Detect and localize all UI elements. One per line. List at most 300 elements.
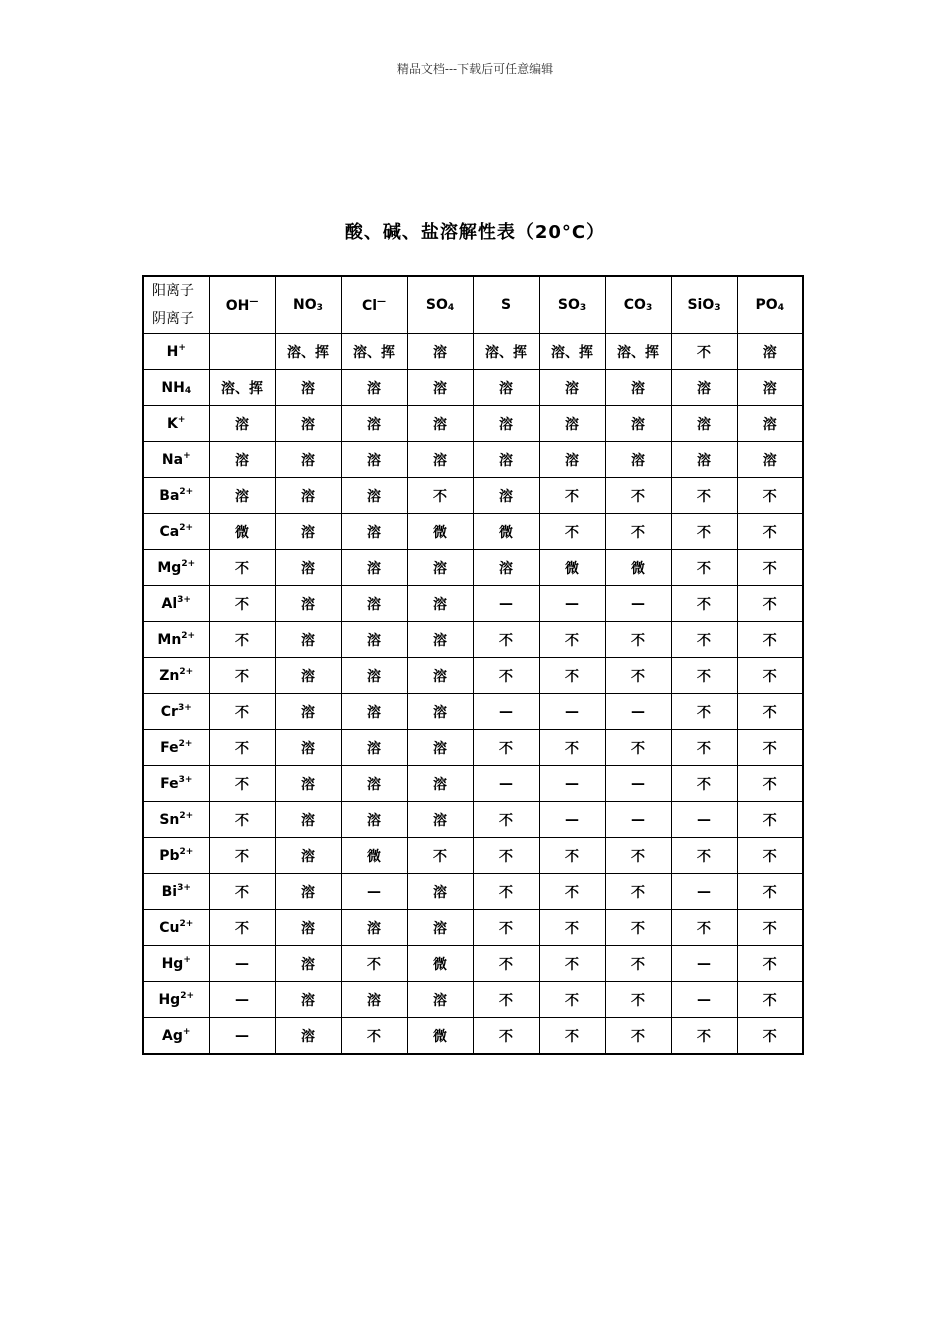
solubility-cell: 溶: [341, 478, 407, 514]
cation-label-charge: +: [183, 451, 191, 461]
solubility-cell: 溶: [275, 586, 341, 622]
cation-label-symbol: Mg: [157, 560, 182, 576]
anion-label-subscript: 4: [447, 303, 455, 313]
solubility-cell: 溶: [737, 370, 803, 406]
solubility-cell: 不: [671, 766, 737, 802]
solubility-cell: —: [539, 694, 605, 730]
table-row: [143, 406, 803, 442]
solubility-cell: 溶: [473, 550, 539, 586]
solubility-cell: 溶: [341, 658, 407, 694]
solubility-cell: 不: [737, 874, 803, 910]
solubility-cell: 溶: [341, 514, 407, 550]
anion-label: [293, 297, 323, 313]
cation-cell: [143, 838, 209, 874]
cation-cell: [143, 874, 209, 910]
solubility-cell: 不: [605, 838, 671, 874]
page-title: 酸、碱、盐溶解性表（20°C）: [344, 222, 606, 243]
cation-cell: [143, 766, 209, 802]
cation-label-charge: 2+: [179, 811, 194, 821]
solubility-cell: —: [539, 586, 605, 622]
cation-label: [159, 488, 193, 504]
solubility-cell: —: [209, 946, 275, 982]
cation-label: [162, 596, 191, 612]
cation-label-charge: +: [183, 955, 191, 965]
anion-label-subscript: 3: [645, 303, 653, 313]
solubility-cell: 不: [473, 910, 539, 946]
solubility-cell: 不: [539, 874, 605, 910]
solubility-cell: 溶: [209, 478, 275, 514]
solubility-cell: 不: [671, 838, 737, 874]
corner-cell: [143, 276, 209, 334]
solubility-cell: 不: [407, 478, 473, 514]
table-row: [143, 946, 803, 982]
table-row: [143, 514, 803, 550]
solubility-cell: 不: [539, 622, 605, 658]
anion-header: [407, 276, 473, 334]
cation-label-symbol: Sn: [159, 812, 180, 828]
table-row: [143, 586, 803, 622]
solubility-cell: —: [605, 694, 671, 730]
solubility-cell: 不: [473, 838, 539, 874]
anion-label: [756, 297, 784, 313]
solubility-cell: 不: [473, 730, 539, 766]
corner-bottom-label: 阴离子: [152, 311, 194, 327]
solubility-cell: —: [539, 802, 605, 838]
cation-label: [159, 524, 193, 540]
anion-header: [341, 276, 407, 334]
solubility-cell: 不: [209, 550, 275, 586]
solubility-cell: —: [671, 946, 737, 982]
cation-label-symbol: NH: [161, 379, 185, 396]
cation-cell: [143, 910, 209, 946]
anion-label-subscript: 3: [316, 303, 323, 313]
table-row: [143, 802, 803, 838]
solubility-cell: 不: [737, 766, 803, 802]
solubility-cell: 不: [539, 982, 605, 1018]
solubility-cell: 溶: [341, 802, 407, 838]
cation-label-symbol: Ba: [159, 488, 180, 504]
solubility-cell: 不: [671, 478, 737, 514]
solubility-cell: 溶: [473, 478, 539, 514]
cation-cell: [143, 622, 209, 658]
table-row: [143, 550, 803, 586]
solubility-cell: 溶: [407, 910, 473, 946]
solubility-cell: —: [671, 982, 737, 1018]
cation-label: [159, 668, 193, 684]
solubility-cell: 溶: [275, 982, 341, 1018]
solubility-cell: 溶: [539, 406, 605, 442]
solubility-cell: —: [671, 802, 737, 838]
cation-label-symbol: Mn: [157, 632, 182, 648]
anion-header: [539, 276, 605, 334]
cation-cell: [143, 658, 209, 694]
solubility-cell: 不: [209, 910, 275, 946]
cation-label-charge: 2+: [180, 991, 195, 1001]
solubility-cell: 溶: [473, 406, 539, 442]
anion-label-symbol: S: [500, 297, 512, 313]
solubility-cell: 不: [209, 658, 275, 694]
cation-label: [157, 632, 195, 648]
header-note: 精品文档---下载后可任意编辑: [396, 62, 554, 76]
solubility-cell: 溶: [407, 730, 473, 766]
solubility-cell: 不: [671, 730, 737, 766]
cation-cell: [143, 730, 209, 766]
solubility-cell: 溶: [275, 550, 341, 586]
cation-label-symbol: Hg: [158, 992, 181, 1008]
table-row: [143, 910, 803, 946]
cation-label-symbol: Na: [161, 452, 184, 468]
cation-cell: [143, 550, 209, 586]
anion-label-symbol: SiO: [687, 297, 715, 313]
table-row: [143, 370, 803, 406]
solubility-cell: 溶: [341, 550, 407, 586]
solubility-cell: 微: [605, 550, 671, 586]
anion-label: [426, 297, 454, 313]
solubility-cell: 微: [407, 1018, 473, 1055]
cation-label-symbol: Al: [161, 596, 178, 612]
solubility-cell: 溶: [275, 514, 341, 550]
solubility-cell: 溶: [407, 550, 473, 586]
solubility-cell: 不: [605, 946, 671, 982]
anion-label: [226, 298, 259, 314]
solubility-cell: 不: [539, 946, 605, 982]
solubility-cell: —: [209, 1018, 275, 1055]
solubility-cell: 溶: [341, 442, 407, 478]
anion-label-symbol: PO: [755, 297, 778, 313]
solubility-cell: —: [209, 982, 275, 1018]
solubility-cell: 不: [671, 694, 737, 730]
table-row: [143, 442, 803, 478]
cation-label-symbol: Cr: [160, 704, 178, 720]
solubility-cell: —: [473, 694, 539, 730]
cation-label: [159, 920, 193, 936]
solubility-cell: 不: [737, 1018, 803, 1055]
solubility-cell: 溶: [341, 622, 407, 658]
solubility-cell: 不: [539, 730, 605, 766]
cation-cell: [143, 982, 209, 1018]
solubility-cell: 溶: [605, 442, 671, 478]
solubility-cell: 溶: [341, 370, 407, 406]
cation-label-charge: 2+: [179, 487, 194, 497]
solubility-cell: [209, 334, 275, 370]
solubility-cell: 溶: [341, 766, 407, 802]
solubility-cell: 不: [539, 910, 605, 946]
solubility-cell: 溶、挥: [341, 334, 407, 370]
cation-label-charge: 3+: [177, 703, 192, 713]
cation-label-symbol: Zn: [159, 668, 180, 684]
cation-label-charge: 2+: [179, 667, 194, 677]
solubility-cell: 不: [209, 622, 275, 658]
solubility-cell: 不: [473, 658, 539, 694]
cation-label: [162, 1028, 190, 1044]
solubility-cell: 不: [737, 802, 803, 838]
solubility-cell: 溶: [341, 982, 407, 1018]
solubility-cell: 不: [737, 514, 803, 550]
cation-label: [162, 884, 191, 900]
anion-header: [737, 276, 803, 334]
solubility-cell: 不: [539, 838, 605, 874]
cation-cell: [143, 946, 209, 982]
solubility-cell: 不: [605, 622, 671, 658]
solubility-cell: 溶: [407, 658, 473, 694]
anion-label: [558, 297, 586, 313]
anion-label-subscript: 3: [714, 303, 721, 313]
solubility-cell: 溶、挥: [605, 334, 671, 370]
solubility-cell: 溶: [407, 802, 473, 838]
solubility-cell: 不: [605, 478, 671, 514]
solubility-table: [142, 275, 804, 1055]
anion-label-subscript: 4: [777, 303, 784, 313]
solubility-cell: 微: [407, 946, 473, 982]
solubility-cell: 不: [671, 586, 737, 622]
anion-header: [671, 276, 737, 334]
anion-label: [501, 297, 511, 313]
solubility-cell: —: [605, 586, 671, 622]
cation-label-symbol: Bi: [161, 884, 178, 900]
cation-label-charge: +: [182, 1027, 191, 1037]
cation-label-symbol: Fe: [160, 740, 179, 756]
cation-label: [162, 452, 191, 468]
solubility-cell: 溶: [737, 442, 803, 478]
solubility-cell: 不: [737, 730, 803, 766]
header-row: [143, 276, 803, 334]
table-row: [143, 478, 803, 514]
cation-cell: [143, 694, 209, 730]
anion-label-symbol: OH: [225, 297, 250, 314]
anion-header: [473, 276, 539, 334]
cation-label-charge: 3+: [177, 883, 191, 893]
anion-label-charge: —: [377, 296, 387, 307]
solubility-cell: 不: [209, 766, 275, 802]
cation-label-symbol: H: [166, 344, 179, 360]
solubility-cell: 不: [209, 730, 275, 766]
solubility-cell: 溶: [275, 946, 341, 982]
solubility-cell: 溶、挥: [539, 334, 605, 370]
solubility-cell: 不: [209, 802, 275, 838]
solubility-cell: 不: [737, 694, 803, 730]
solubility-cell: —: [473, 586, 539, 622]
solubility-cell: 不: [209, 874, 275, 910]
cation-label-symbol: Ca: [159, 524, 180, 540]
solubility-cell: 不: [737, 550, 803, 586]
cation-label-charge: 2+: [178, 739, 193, 749]
solubility-cell: 不: [473, 982, 539, 1018]
cation-label: [167, 416, 185, 432]
anion-label-symbol: SO: [557, 297, 580, 313]
solubility-cell: 不: [737, 658, 803, 694]
solubility-cell: 溶: [275, 838, 341, 874]
solubility-cell: 不: [209, 586, 275, 622]
solubility-cell: —: [605, 802, 671, 838]
solubility-cell: 不: [341, 1018, 407, 1055]
solubility-cell: 溶: [539, 370, 605, 406]
anion-label-symbol: CO: [623, 297, 646, 313]
solubility-cell: 不: [209, 838, 275, 874]
solubility-cell: —: [605, 766, 671, 802]
solubility-cell: 不: [737, 946, 803, 982]
cation-label-symbol: Fe: [160, 776, 179, 792]
solubility-cell: 不: [605, 874, 671, 910]
anion-header: [275, 276, 341, 334]
solubility-cell: 溶: [275, 730, 341, 766]
cation-label: [161, 704, 192, 720]
anion-header: [209, 276, 275, 334]
anion-label-symbol: Cl: [361, 297, 378, 314]
solubility-cell: 溶: [275, 766, 341, 802]
solubility-cell: 溶: [275, 658, 341, 694]
cation-label: [167, 344, 186, 360]
solubility-cell: 不: [737, 622, 803, 658]
cation-label-charge: 3+: [177, 595, 191, 605]
solubility-cell: 溶: [407, 874, 473, 910]
solubility-cell: 溶: [605, 406, 671, 442]
solubility-cell: 溶: [341, 730, 407, 766]
table-row: [143, 658, 803, 694]
anion-label-symbol: SO: [425, 297, 448, 313]
solubility-cell: 溶: [407, 586, 473, 622]
solubility-cell: 不: [671, 910, 737, 946]
table-row: [143, 334, 803, 370]
solubility-cell: 溶: [275, 874, 341, 910]
anion-label: [362, 298, 386, 314]
solubility-cell: 微: [407, 514, 473, 550]
solubility-cell: 溶: [209, 406, 275, 442]
solubility-cell: 不: [539, 658, 605, 694]
solubility-cell: 溶: [275, 694, 341, 730]
table-row: [143, 730, 803, 766]
solubility-cell: 溶: [407, 370, 473, 406]
solubility-cell: 溶: [407, 622, 473, 658]
solubility-cell: 不: [605, 982, 671, 1018]
solubility-cell: 溶: [671, 442, 737, 478]
solubility-cell: 不: [473, 1018, 539, 1055]
solubility-cell: 溶: [275, 802, 341, 838]
cation-label: [160, 776, 192, 792]
cation-label: [161, 380, 191, 396]
solubility-cell: 溶: [341, 406, 407, 442]
solubility-cell: 溶: [737, 334, 803, 370]
solubility-cell: —: [539, 766, 605, 802]
anion-label: [687, 297, 720, 313]
solubility-cell: —: [671, 874, 737, 910]
cation-label-charge: 2+: [179, 523, 194, 533]
solubility-cell: 不: [539, 478, 605, 514]
solubility-cell: 不: [671, 1018, 737, 1055]
solubility-cell: 溶: [275, 910, 341, 946]
cation-cell: [143, 478, 209, 514]
solubility-cell: 不: [473, 874, 539, 910]
solubility-cell: 溶: [275, 442, 341, 478]
solubility-cell: 不: [605, 910, 671, 946]
solubility-cell: 不: [737, 586, 803, 622]
solubility-cell: 溶: [737, 406, 803, 442]
solubility-cell: 溶: [473, 442, 539, 478]
solubility-cell: 微: [473, 514, 539, 550]
solubility-cell: 微: [341, 838, 407, 874]
cation-label-charge: 2+: [181, 631, 196, 641]
solubility-cell: 溶: [539, 442, 605, 478]
cation-label-symbol: Cu: [159, 920, 180, 936]
solubility-cell: 溶: [275, 478, 341, 514]
solubility-cell: 微: [209, 514, 275, 550]
solubility-cell: 溶: [275, 622, 341, 658]
solubility-cell: 不: [737, 478, 803, 514]
cation-label: [158, 992, 194, 1008]
solubility-cell: 溶: [275, 370, 341, 406]
cation-label-symbol: K: [167, 416, 178, 432]
solubility-cell: 不: [605, 730, 671, 766]
solubility-cell: 溶: [341, 694, 407, 730]
cation-cell: [143, 1018, 209, 1055]
cation-label: [157, 560, 195, 576]
solubility-cell: 不: [671, 622, 737, 658]
solubility-cell: 不: [737, 838, 803, 874]
solubility-cell: 溶、挥: [209, 370, 275, 406]
cation-cell: [143, 370, 209, 406]
cation-label: [159, 812, 193, 828]
solubility-cell: 不: [737, 910, 803, 946]
solubility-cell: 不: [671, 334, 737, 370]
solubility-cell: 不: [341, 946, 407, 982]
solubility-cell: 不: [539, 514, 605, 550]
anion-label-subscript: 3: [579, 303, 587, 313]
cation-label: [162, 956, 191, 972]
cation-label-charge: 2+: [179, 919, 194, 929]
solubility-cell: 溶: [407, 982, 473, 1018]
anion-label: [624, 297, 652, 313]
solubility-cell: 不: [473, 946, 539, 982]
solubility-cell: —: [341, 874, 407, 910]
solubility-cell: 不: [671, 658, 737, 694]
cation-label-charge: +: [178, 343, 186, 353]
anion-label-charge: —: [249, 296, 259, 307]
solubility-cell: 溶、挥: [473, 334, 539, 370]
solubility-cell: 不: [605, 1018, 671, 1055]
solubility-cell: 溶: [209, 442, 275, 478]
table-row: [143, 766, 803, 802]
solubility-cell: 溶: [275, 406, 341, 442]
table-row: [143, 622, 803, 658]
table-row: [143, 874, 803, 910]
solubility-cell: 溶、挥: [275, 334, 341, 370]
solubility-cell: 溶: [605, 370, 671, 406]
solubility-cell: 溶: [473, 370, 539, 406]
cation-cell: [143, 334, 209, 370]
solubility-cell: 溶: [407, 334, 473, 370]
cation-label: [160, 740, 192, 756]
solubility-cell: 不: [473, 622, 539, 658]
solubility-cell: 溶: [671, 370, 737, 406]
solubility-cell: 微: [539, 550, 605, 586]
cation-label-symbol: Hg: [161, 956, 184, 972]
cation-label-charge: 3+: [178, 775, 193, 785]
solubility-cell: 不: [605, 514, 671, 550]
solubility-cell: 不: [737, 982, 803, 1018]
solubility-cell: 不: [407, 838, 473, 874]
table-row: [143, 1018, 803, 1055]
cation-cell: [143, 586, 209, 622]
table-row: [143, 694, 803, 730]
cation-label-symbol: Pb: [159, 848, 180, 864]
solubility-cell: 溶: [341, 586, 407, 622]
corner-top-label: 阳离子: [152, 283, 194, 299]
cation-label-charge: +: [177, 415, 186, 425]
solubility-cell: 不: [605, 658, 671, 694]
cation-cell: [143, 406, 209, 442]
solubility-cell: 溶: [275, 1018, 341, 1055]
solubility-cell: 不: [473, 802, 539, 838]
solubility-cell: 不: [209, 694, 275, 730]
